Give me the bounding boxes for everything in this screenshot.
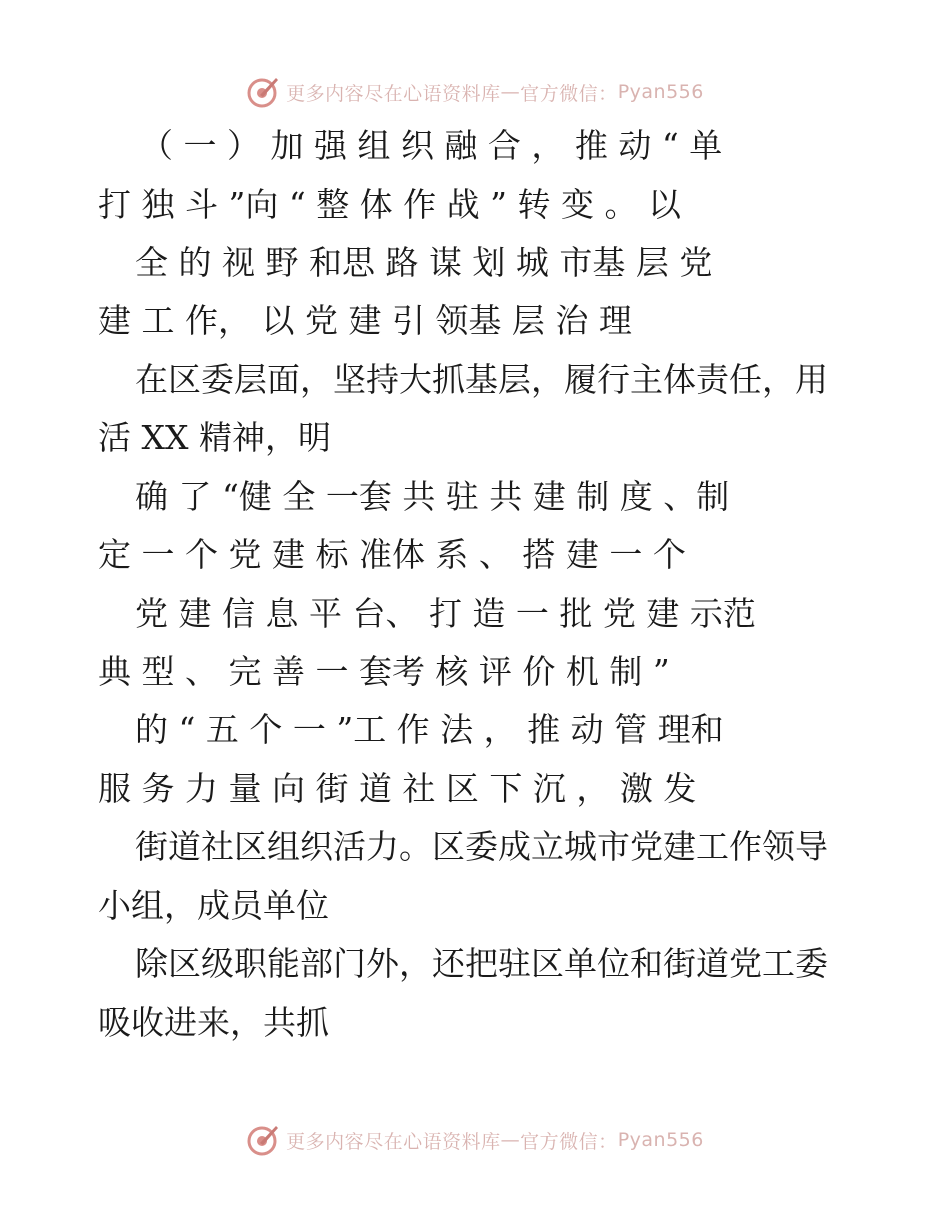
- footer-watermark: [0, 1120, 950, 1160]
- text-line: 除区级职能部门外，还把驻区单位和街道党工委: [135, 944, 828, 983]
- text-line: 建 工 作， 以 党 建 引 领基 层 治 理: [98, 301, 632, 340]
- text-line: 的 “ 五 个 一 ”工 作 法 ， 推 动 管 理和: [135, 710, 724, 749]
- text-line: 街道社区组织活力。区委成立城市党建工作领导: [135, 827, 828, 866]
- text-line: 打 独 斗 ”向 “ 整 体 作 战 ” 转 变 。 以: [98, 185, 681, 224]
- text-line: 在区委层面，坚持大抓基层，履行主体责任，用: [135, 360, 828, 399]
- watermark-wechat-label: 官方微信：: [520, 1130, 618, 1153]
- quill-pen-logo-icon: [246, 1123, 280, 1157]
- watermark-wechat-id: Pyan556: [617, 81, 704, 103]
- text-line: 吸收进来，共抓: [98, 1003, 329, 1042]
- watermark-separator: —: [500, 1129, 521, 1151]
- text-line: 小组，成员单位: [98, 886, 329, 925]
- text-line: 全 的 视 野 和思 路 谋 划 城 市基 层 党: [135, 243, 713, 282]
- quill-pen-logo-icon: [246, 75, 280, 109]
- text-line: 活 XX 精神，明: [98, 418, 331, 457]
- watermark-wechat-id: Pyan556: [617, 1129, 704, 1151]
- text-line: 确 了 “健 全 一套 共 驻 共 建 制 度 、制: [135, 477, 730, 516]
- watermark-text: 更多内容尽在心语资料库: [286, 82, 501, 105]
- text-line: 典 型 、 完 善 一 套考 核 评 价 机 制 ”: [98, 652, 670, 691]
- text-line: （ 一 ） 加 强 组 织 融 合 ， 推 动 “ 单: [140, 126, 723, 165]
- watermark-separator: —: [500, 81, 521, 103]
- header-watermark: [0, 72, 950, 112]
- watermark-wechat-label: 官方微信：: [520, 82, 618, 105]
- text-line: 党 建 信 息 平 台、 打 造 一 批 党 建 示范: [135, 594, 756, 633]
- text-line: 服 务 力 量 向 街 道 社 区 下 沉 ， 激 发: [98, 769, 697, 808]
- text-line: 定 一 个 党 建 标 准体 系 、 搭 建 一 个: [98, 535, 686, 574]
- watermark-text: 更多内容尽在心语资料库: [286, 1130, 501, 1153]
